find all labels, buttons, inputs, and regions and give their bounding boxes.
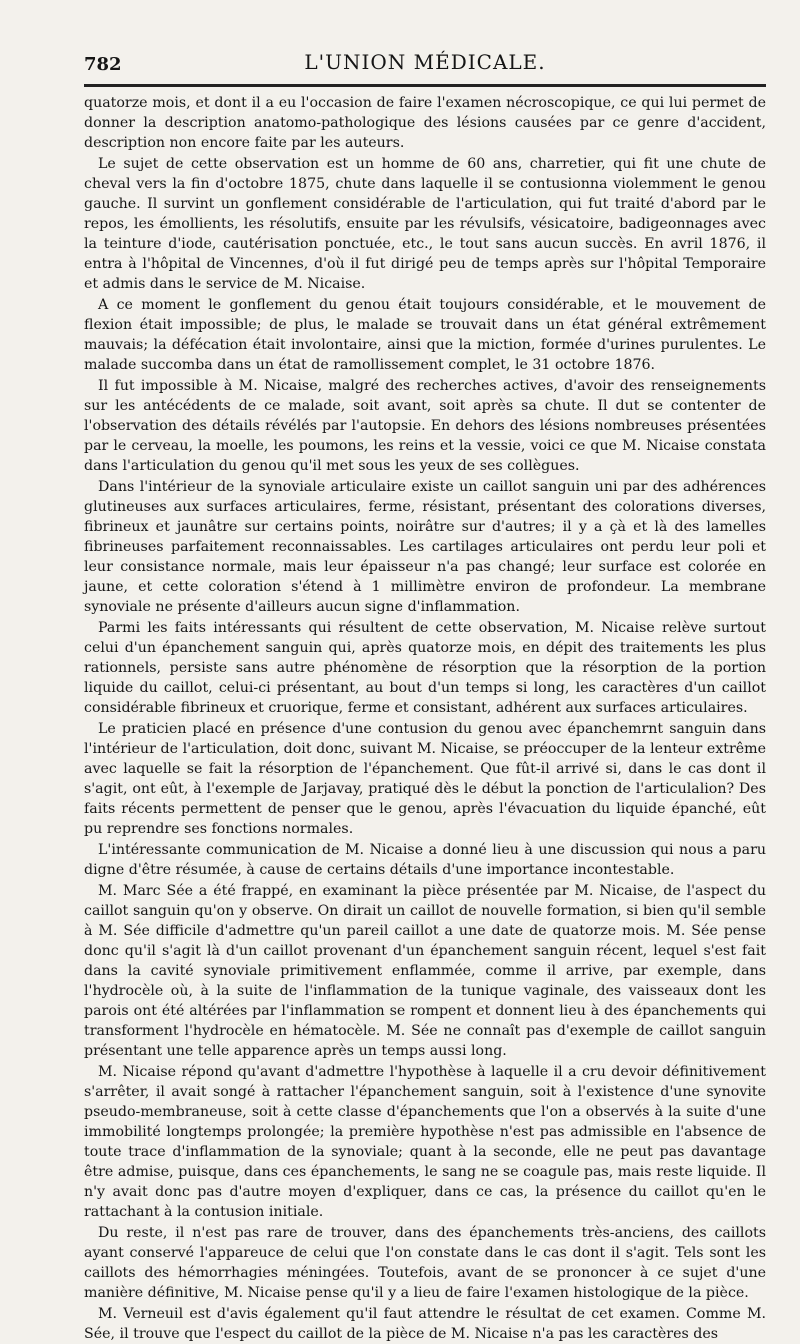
paragraph: L'intéressante communication de M. Nicaise a donné lieu à une discussion qui nous a paru digne d'être résumée, à cause de certains détails d'une importance incontestable. bbox=[84, 842, 766, 878]
paragraph: Dans l'intérieur de la synoviale articulaire existe un caillot sanguin uni par des adhérences glutineuses aux surfaces articulaires, ferme, résistant, présentant des colorations diverses, fibrineux et jaunâtre sur certains points, noirâtre sur d'autres; il y a çà et là des lamelles fibrineuses parfaitement reconnaissables. Les cartilages articulaires ont perdu leur poli et leur consistance normale, mais leur épaisseur n'a pas changé; leur surface est colorée en jaune, et cette coloration s'étend à 1 millimètre environ de profondeur. La membrane synoviale ne présente d'ailleurs aucun signe d'inflammation. bbox=[84, 479, 766, 615]
page-number: 782 bbox=[84, 54, 122, 75]
paragraph: M. Nicaise répond qu'avant d'admettre l'hypothèse à laquelle il a cru devoir définitivement s'arrêter, il avait songé à rattacher l'épanchement sanguin, soit à l'existence d'une synovite pseudo-membraneuse, soit à cette classe d'épanchements que l'on a observés à la suite d'une immobilité longtemps prolongée; la première hypothèse n'est pas admissible en l'absence de toute trace d'inflammation de la synoviale; quant à la seconde, elle ne peut pas davantage être admise, puisque, dans ces épanchements, le sang ne se coagule pas, mais reste liquide. Il n'y avait donc pas d'autre moyen d'expliquer, dans ce cas, la présence du caillot qu'en le rattachant à la contusion initiale. bbox=[84, 1064, 766, 1220]
paragraph: M. Verneuil est d'avis également qu'il faut attendre le résultat de cet examen. Comme M. Sée, il trouve que l'espect du caillot de la pièce de M. Nicaise n'a pas les caractères des bbox=[84, 1306, 766, 1342]
paragraph: Parmi les faits intéressants qui résultent de cette observation, M. Nicaise relève surtout celui d'un épanchement sanguin qui, après quatorze mois, en dépit des traitements les plus rationnels, persiste sans autre phénomène de résorption que la résorption de la portion liquide du caillot, celui-ci présentant, au bout d'un temps si long, les caractères d'un caillot considérable fibrineux et cruorique, ferme et consistant, adhérent aux surfaces articulaires. bbox=[84, 620, 766, 716]
body-text bbox=[84, 93, 766, 1344]
paragraph: quatorze mois, et dont il a eu l'occasion de faire l'examen nécroscopique, ce qui lui permet de donner la description anatomo-pathologique des lésions causées par ce genre d'accident, description non encore faite par les auteurs. bbox=[84, 95, 766, 151]
paragraph: Le praticien placé en présence d'une contusion du genou avec épanchemrnt sanguin dans l'intérieur de l'articulation, doit donc, suivant M. Nicaise, se préoccuper de la lenteur extrême avec laquelle se fait la résorption de l'épanchement. Que fût-il arrivé si, dans le cas dont il s'agit, ont eût, à l'exemple de Jarjavay, pratiqué dès le début la ponction de l'articulalion? Des faits récents permettent de penser que le genou, après l'évacuation du liquide épanché, eût pu reprendre ses fonctions normales. bbox=[84, 721, 766, 837]
page-header bbox=[84, 50, 766, 87]
paragraph: Le sujet de cette observation est un homme de 60 ans, charretier, qui fit une chute de cheval vers la fin d'octobre 1875, chute dans laquelle il se contusionna violemment le genou gauche. Il survint un gonflement considérable de l'articulation, qui fut traité d'abord par le repos, les émollients, les résolutifs, ensuite par les révulsifs, vésicatoire, badigeonnages avec la teinture d'iode, cautérisation ponctuée, etc., le tout sans aucun succès. En avril 1876, il entra à l'hôpital de Vincennes, d'où il fut dirigé peu de temps après sur l'hôpital Temporaire et admis dans le service de M. Nicaise. bbox=[84, 156, 766, 292]
paragraph: M. Marc Sée a été frappé, en examinant la pièce présentée par M. Nicaise, de l'aspect du caillot sanguin qu'on y observe. On dirait un caillot de nouvelle formation, si bien qu'il semble à M. Sée difficile d'admettre qu'un pareil caillot a une date de quatorze mois. M. Sée pense donc qu'il s'agit là d'un caillot provenant d'un épanchement sanguin récent, lequel s'est fait dans la cavité synoviale primitivement enflammée, comme il arrive, par exemple, dans l'hydrocèle où, à la suite de l'inflammation de la tunique vaginale, des vaisseaux dont les parois ont été altérées par l'inflammation se rompent et donnent lieu à des épanchements qui transforment l'hydrocèle en hématocèle. M. Sée ne connaît pas d'exemple de caillot sanguin présentant une telle apparence après un temps aussi long. bbox=[84, 883, 766, 1059]
paragraph: Du reste, il n'est pas rare de trouver, dans des épanchements très-anciens, des caillots ayant conservé l'appareuce de celui que l'on constate dans le cas dont il s'agit. Tels sont les caillots des hémorrhagies méningées. Toutefois, avant de se prononcer à ce sujet d'une manière définitive, M. Nicaise pense qu'il y a lieu de faire l'examen histologique de la pièce. bbox=[84, 1225, 766, 1301]
running-title: L'UNION MÉDICALE. bbox=[304, 50, 546, 74]
paragraph: Il fut impossible à M. Nicaise, malgré des recherches actives, d'avoir des renseignements sur les antécédents de ce malade, soit avant, soit après sa chute. Il dut se contenter de l'observation des détails révélés par l'autopsie. En dehors des lésions nombreuses présentées par le cerveau, la moelle, les poumons, les reins et la vessie, voici ce que M. Nicaise constata dans l'articulation du genou qu'il met sous les yeux de ses collègues. bbox=[84, 378, 766, 474]
paragraph: A ce moment le gonflement du genou était toujours considérable, et le mouvement de flexion était impossible; de plus, le malade se trouvait dans un état général extrêmement mauvais; la défécation était involontaire, ainsi que la miction, formée d'urines purulentes. Le malade succomba dans un état de ramollissement complet, le 31 octobre 1876. bbox=[84, 297, 766, 373]
